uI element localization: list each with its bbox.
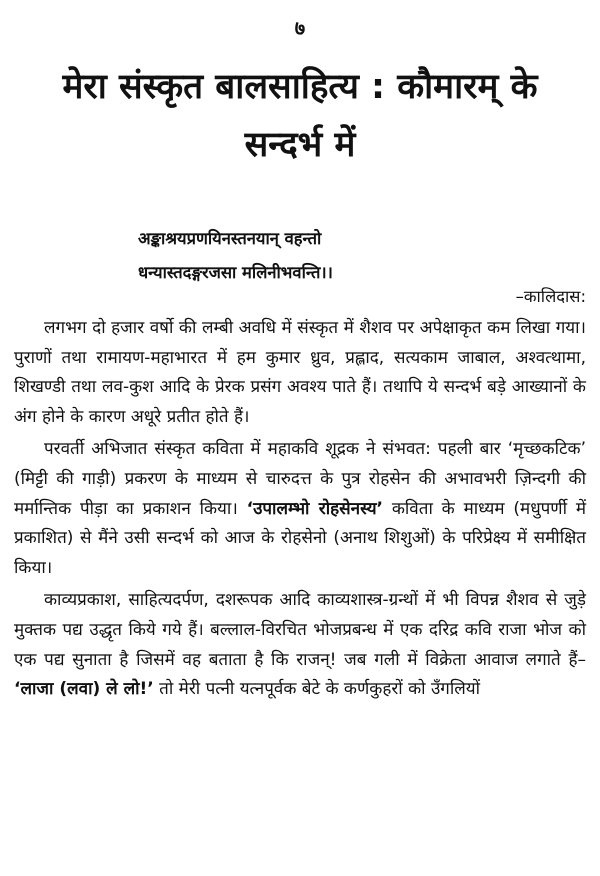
paragraph-2 bbox=[14, 435, 586, 583]
body-text bbox=[14, 314, 586, 708]
paragraph-2-text-b: कविता के माध्यम (मधुपर्णी में प्रकाशित) से मैंने उसी सन्दर्भ को आज के रोहसेनो (अनाथ शिशुओं) के परिप्रेक्ष्य में समीक्षित किया। bbox=[14, 498, 586, 578]
paragraph-3-text-a: काव्यप्रकाश, साहित्यदर्पण, दशरूपक आदि काव्यशास्त्र-ग्रन्थों में भी विपन्न शैशव से जुड़े मुक्तक पद्य उद्धृत किये गये हैं। बल्लाल-विरचित भोजप्रबन्ध में एक दरिद्र कवि राजा भोज को एक पद्य सुनाता है जिसमें वह बताता है कि राजन्! जब गली में विक्रेता आवाज लगाते हैं– bbox=[14, 590, 586, 670]
paragraph-1: लगभग दो हजार वर्षो की लम्बी अवधि में संस्कृत में शैशव पर अपेक्षाकृत कम लिखा गया। पुराणों तथा रामायण-महाभारत में हम कुमार ध्रुव, प्रह्लाद, सत्यकाम जाबाल, अश्वत्थामा, शिखण्डी तथा लव-कुश आदि के प्रेरक प्रसंग अवश्य पाते हैं। तथापि ये सन्दर्भ बड़े आख्यानों के अंग होने के कारण अधूरे प्रतीत होते हैं। bbox=[14, 318, 586, 427]
chapter-title: मेरा संस्कृत बालसाहित्य : कौमारम् के सन्दर्भ में bbox=[62, 67, 538, 165]
paragraph-2-text-a: परवर्ती अभिजात संस्कृत कविता में महाकवि शूद्रक ने संभवत: पहली बार ‘मृच्छकटिक’ (मिट्टी की गाड़ी) प्रकरण के माध्यम से चारुदत्त के पुत्र रोहसेन की अभावभरी ज़िन्दगी की मर्मान्तिक पीड़ा का प्रकाशन किया। bbox=[14, 439, 586, 519]
verse-line-1: अङ्काश्रयप्रणयिनस्तनयान् वहन्तो bbox=[138, 229, 322, 248]
poem-title-highlight: ‘उपालम्भो रोहसेनस्य’ bbox=[246, 498, 384, 519]
verse-line-2: धन्यास्तदङ्गरजसा मलिनीभवन्ति।। bbox=[138, 263, 333, 282]
paragraph-3-text-b: तो मेरी पत्नी यत्नपूर्वक बेटे के कर्णकुहरों को उँगलियों bbox=[153, 679, 481, 700]
vendor-call-highlight: ‘लाजा (लवा) ले लो!’ bbox=[14, 679, 154, 700]
verse-quote bbox=[138, 222, 333, 290]
page-number: ७ bbox=[294, 16, 306, 40]
verse-attribution: –कालिदास: bbox=[515, 287, 586, 306]
paragraph-3 bbox=[14, 586, 586, 704]
